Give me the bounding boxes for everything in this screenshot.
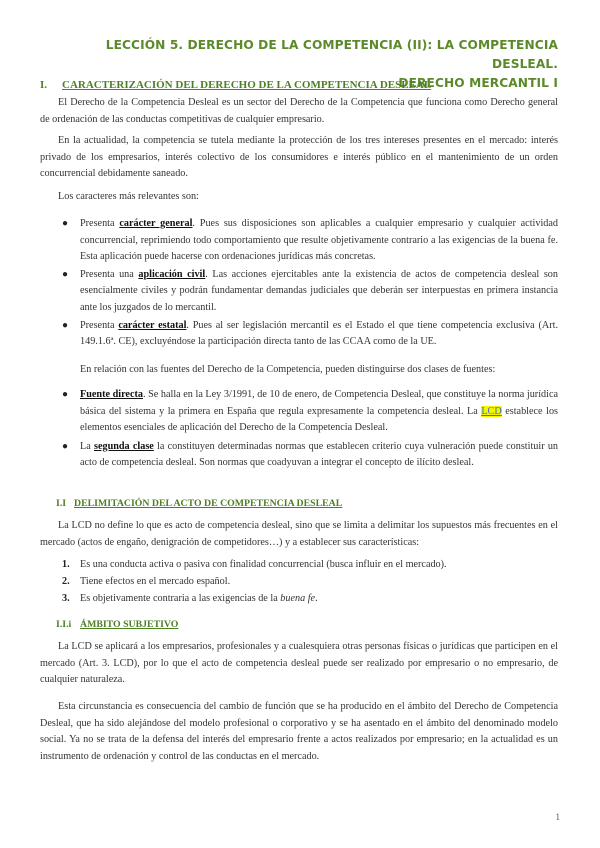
lesson-title-line1: LECCIÓN 5. DERECHO DE LA COMPETENCIA (II): LA COMPETENCIA DESLEAL. <box>105 38 558 71</box>
section-heading-I <box>40 79 431 91</box>
bullet-icon: ● <box>62 319 69 331</box>
section-number: I.I <box>56 498 67 509</box>
list-item: ● Presenta carácter general. Pues sus disposiciones son aplicables a cualquier empresario y cualquier actividad concurrencial, reprimiendo todo comportamiento que resulte objetivamente contrario a las exigencias de la buena fe. Esta aplicación puede hacerse con ordenaciones jurídicas más concretas. <box>62 218 559 263</box>
list-item: ● Presenta carácter estatal. Pues al ser legislación mercantil es el Estado el que tiene competencia exclusiva (Art. 149.1.6ª. CE), excluyéndose la participación directa tanto de las CCAA como de la UE. <box>62 319 559 348</box>
section-title: ÁMBITO SUBJETIVO <box>80 619 179 630</box>
paragraph-characters-intro: Los caracteres más relevantes son: <box>58 191 199 202</box>
section-heading-I-I <box>56 498 342 509</box>
section-title: DELIMITACIÓN DEL ACTO DE COMPETENCIA DESLEAL <box>74 498 343 509</box>
lesson-title-line2: DERECHO MERCANTIL I <box>398 76 558 90</box>
section-number: I. <box>40 79 48 91</box>
page-number: 1 <box>555 812 560 822</box>
bullet-icon: ● <box>62 268 69 280</box>
characters-list <box>40 216 558 351</box>
section-heading-I-I-i <box>56 619 178 630</box>
list-item: 3. Es objetivamente contraria a las exigencias de la buena fe. <box>62 592 318 604</box>
list-item: 1. Es una conducta activa o pasiva con finalidad concurrencial (busca influir en el mercado). <box>62 559 447 570</box>
bullet-icon: ● <box>62 218 69 229</box>
list-item: ● La segunda clase la constituyen determinadas normas que establecen criterio cuya vulneración puede constituir un acto de competencia desleal. Son normas que coadyuvan a integrar el concepto de ilícito desleal. <box>62 440 559 469</box>
section-number: I.I.i <box>56 619 72 630</box>
paragraph-definition: El Derecho de la Competencia Desleal es un sector del Derecho de la Competencia que funciona como Derecho general de ordenación de las conductas competitivas de cualquier empresario. <box>40 97 558 125</box>
section-title: CARACTERIZACIÓN DEL DERECHO DE LA COMPETENCIA DESLEAL <box>62 79 432 91</box>
list-item: ● Fuente directa. Se halla en la Ley 3/1991, de 10 de enero, de Competencia Desleal, que constituye la norma jurídica básica del sistema y la primera en España que regula expresamente la competencia desleal. La LCD establece los elementos esenciales de aplicación del Derecho de la Competencia Desleal. <box>62 389 559 434</box>
highlighted-term: LCD <box>481 405 502 417</box>
list-item: 2. Tiene efectos en el mercado español. <box>62 575 231 587</box>
paragraph-delimitation: La LCD no define lo que es acto de competencia desleal, sino que se limita a delimitar los supuestos más frecuentes en el mercado (actos de engaño, denigración de competidores…) y a establecer sus características: <box>40 520 558 548</box>
bullet-icon: ● <box>62 440 69 452</box>
paragraph-sources-intro: En relación con las fuentes del Derecho de la Competencia, pueden distinguirse dos clases de fuentes: <box>80 364 496 375</box>
paragraph-subjective-scope: La LCD se aplicará a los empresarios, profesionales y a cualesquiera otras personas físicas o jurídicas que participen en el mercado (Art. 3. LCD), por lo que el acto de competencia desleal puede ser realizado por empresario o no empresario, de cualquier naturaleza. <box>40 641 558 686</box>
paragraph-interests: En la actualidad, la competencia se tutela mediante la protección de los tres intereses presentes en el mercado: interés privado de los empresarios, interés colectivo de los consumidores e interés público en el mantenimiento de un orden concurrencial debidamente saneado. <box>40 135 558 180</box>
bullet-icon: ● <box>62 389 69 400</box>
sources-list <box>40 387 558 472</box>
paragraph-function-change: Esta circunstancia es consecuencia del cambio de función que se ha producido en el ámbito del Derecho de Competencia Desleal, que ha sido alejándose del modelo profesional o corporativo y se ha asentado en el ámbito del denominado modelo social. Ya no se trata de la defensa del interés del empresario frente a actos realizados por empresario; en la actualidad es un instrumento de ordenación y control de las conductas en el mercado. <box>40 701 558 762</box>
list-item: ● Presenta una aplicación civil. Las acciones ejercitables ante la existencia de actos de competencia desleal son esencialmente civiles y podrán fundamentar demandas judiciales que deberán ser interpuestas en primera instancia ante los juzgados de lo mercantil. <box>62 268 558 313</box>
characteristics-list <box>40 557 558 607</box>
